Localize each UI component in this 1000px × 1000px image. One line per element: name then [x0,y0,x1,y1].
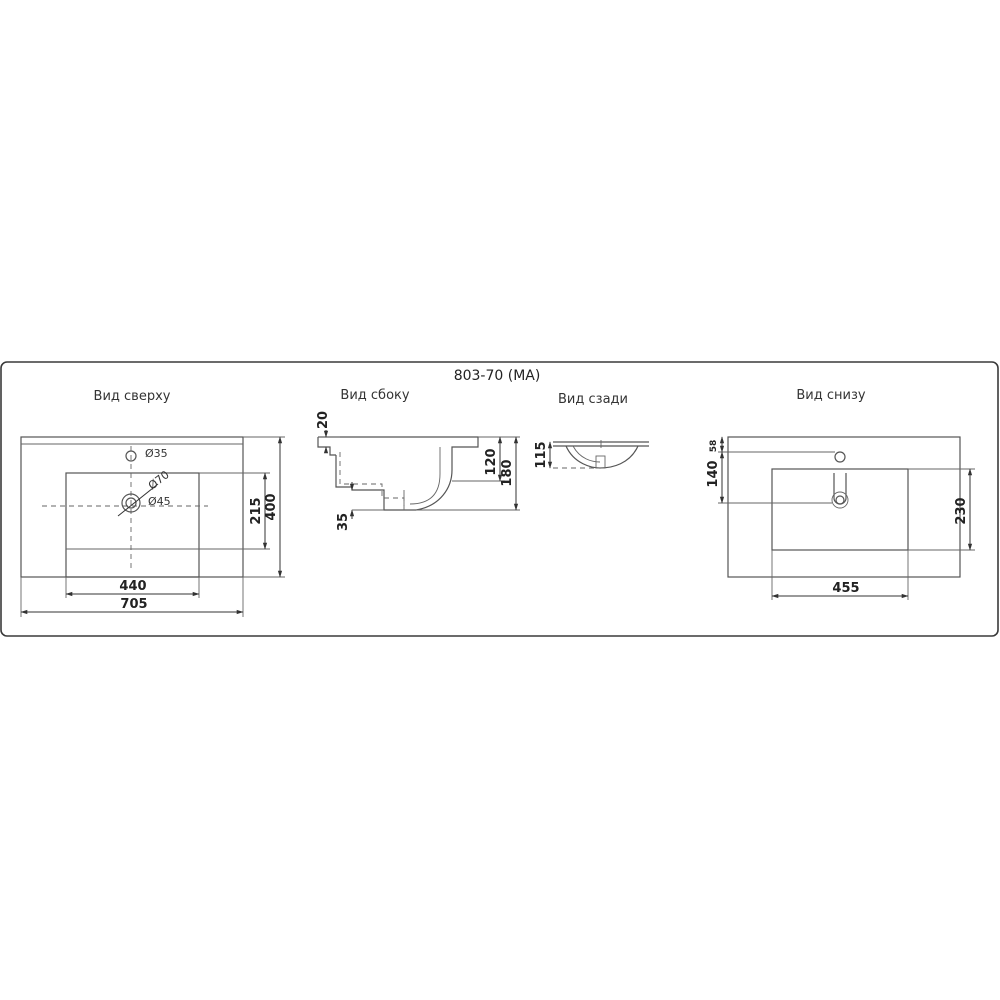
dim-total-depth: 400 [264,493,279,521]
bottom-view-label: Вид снизу [796,388,866,403]
faucet-hole-diameter: Ø35 [145,447,168,460]
dim-rim-thickness: 20 [316,410,331,430]
drain-outer-diameter: Ø70 [145,468,172,493]
dim-inner-width: 440 [119,579,147,594]
dim-drain-offset: 140 [706,460,721,488]
top-view-label: Вид сверху [93,389,171,404]
bottom-view [706,437,975,600]
top-view [21,437,285,617]
basin-outline [21,437,243,577]
drain-inner-diameter: Ø45 [148,495,171,508]
bottom-faucet-hole [835,452,845,462]
back-bowl-profile [566,446,638,468]
dim-bottom-depth: 230 [954,497,969,525]
side-view [316,411,520,531]
dim-back-height: 115 [534,441,549,469]
back-view-label: Вид сзади [558,392,628,407]
dim-total-height: 180 [500,459,515,487]
dim-hole-offset: 58 [709,439,719,453]
dim-bottom-width: 455 [832,581,860,596]
dim-drain-height: 35 [336,512,351,532]
side-view-label: Вид сбоку [340,388,410,403]
dim-inner-depth: 215 [249,497,264,525]
bottom-bowl-outline [772,469,908,550]
drawing-title: 803-70 (MA) [453,368,541,384]
dim-total-width: 705 [120,597,148,612]
rim-profile [318,437,478,455]
dim-bowl-height: 120 [484,448,499,476]
bowl-outline [66,473,199,577]
back-view [534,440,649,469]
